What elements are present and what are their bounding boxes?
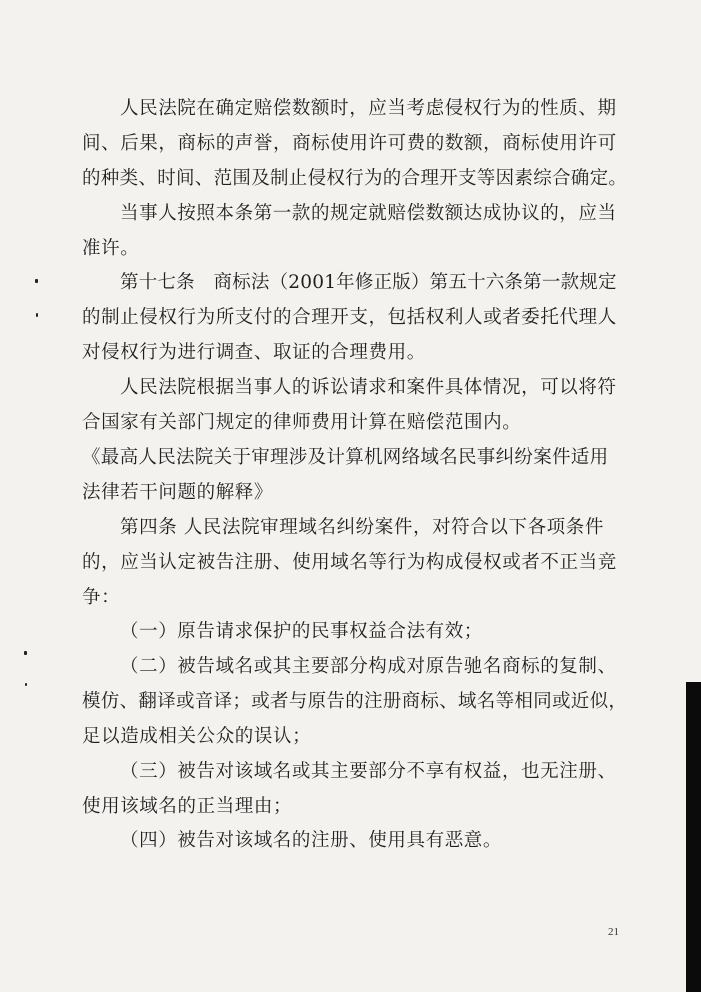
list-item: （一）原告请求保护的民事权益合法有效； xyxy=(120,621,483,642)
body-line: 人民法院根据当事人的诉讼请求和案件具体情况，可以将符 xyxy=(120,377,617,398)
list-item: （三）被告对该域名或其主要部分不享有权益，也无注册、 xyxy=(120,761,617,782)
body-line: 对侵权行为进行调查、取证的合理费用。 xyxy=(82,342,426,363)
body-line: 人民法院在确定赔偿数额时，应当考虑侵权行为的性质、期 xyxy=(120,98,617,119)
body-line: 模仿、翻译或音译；或者与原告的注册商标、域名等相同或近似， xyxy=(82,691,628,712)
body-line: 当事人按照本条第一款的规定就赔偿数额达成协议的，应当 xyxy=(120,203,617,224)
page-number: 21 xyxy=(608,926,619,938)
document-title-line: 法律若干问题的解释》 xyxy=(82,482,274,503)
article-heading-line: 第十七条 商标法（2001年修正版）第五十六条第一款规定 xyxy=(120,272,617,293)
body-line: 准许。 xyxy=(82,238,140,259)
body-line: 足以造成相关公众的误认； xyxy=(82,726,312,747)
document-title-line: 《最高人民法院关于审理涉及计算机网络域名民事纠纷案件适用 xyxy=(82,447,609,468)
body-line: 的种类、时间、范围及制止侵权行为的合理开支等因素综合确定。 xyxy=(82,168,628,189)
list-item: （二）被告域名或其主要部分构成对原告驰名商标的复制、 xyxy=(120,656,617,677)
scan-speck xyxy=(25,683,27,686)
body-line: 使用该域名的正当理由； xyxy=(82,796,293,817)
scan-speck xyxy=(24,651,27,655)
body-line: 合国家有关部门规定的律师费用计算在赔偿范围内。 xyxy=(82,412,522,433)
body-line: 的制止侵权行为所支付的合理开支，包括权利人或者委托代理人 xyxy=(82,307,617,328)
article-heading-line: 第四条 人民法院审理域名纠纷案件，对符合以下各项条件 xyxy=(120,517,604,538)
scan-speck xyxy=(35,279,38,283)
binding-edge xyxy=(686,682,701,992)
body-line: 争： xyxy=(82,587,121,608)
list-item: （四）被告对该域名的注册、使用具有恶意。 xyxy=(120,830,503,851)
body-line: 的，应当认定被告注册、使用域名等行为构成侵权或者不正当竞 xyxy=(82,552,617,573)
scan-speck xyxy=(36,313,38,317)
body-line: 间、后果，商标的声誉，商标使用许可费的数额，商标使用许可 xyxy=(82,133,617,154)
